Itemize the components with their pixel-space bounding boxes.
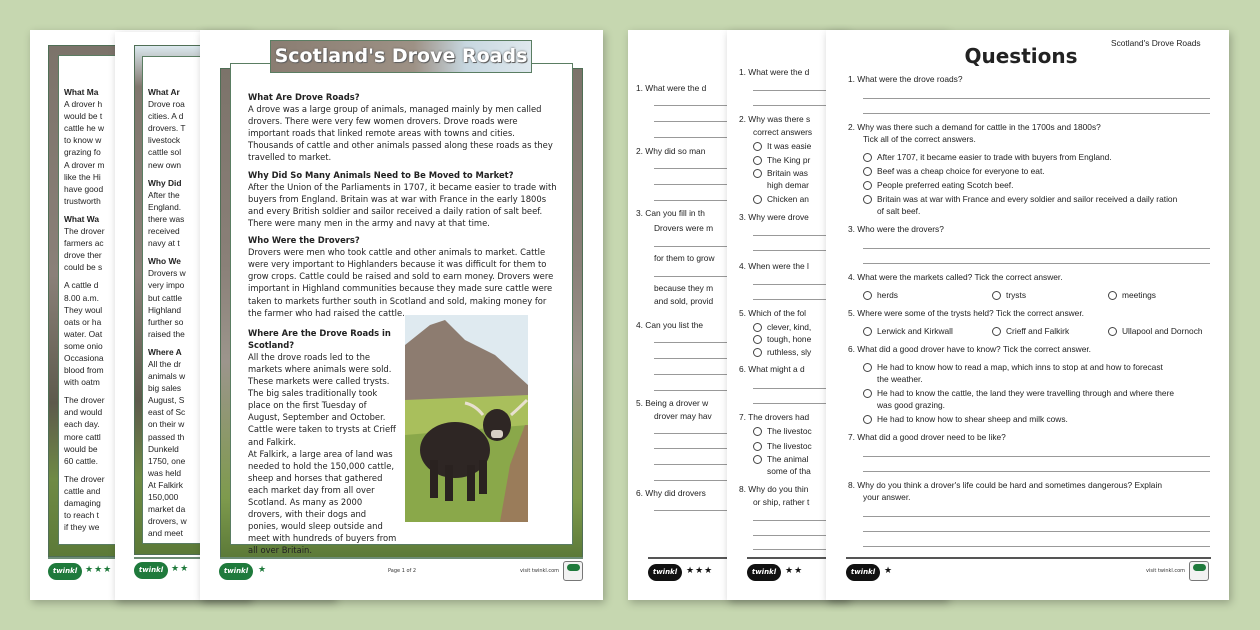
text-line-fragment: 60 cattle.	[64, 455, 98, 466]
answer-line[interactable]	[863, 471, 1210, 472]
answer-option[interactable]: Chicken an	[753, 193, 809, 205]
answer-line[interactable]	[654, 137, 734, 138]
twinkl-logo: twinkl	[219, 563, 253, 580]
text-line-fragment: there was	[148, 213, 185, 224]
answer-option[interactable]: Beef was a cheap choice for everyone to eat.	[863, 165, 1045, 177]
text-fragment	[64, 86, 105, 533]
question: 3. Why were drove	[739, 212, 809, 222]
question: 4. Can you list the	[636, 320, 704, 330]
text-line-fragment: The drover	[64, 395, 105, 406]
answer-option[interactable]: People preferred eating Scotch beef.	[863, 179, 1013, 191]
answer-option[interactable]: meetings	[1108, 289, 1156, 301]
footer-divider	[220, 557, 583, 559]
question: 5. Being a drover w	[636, 398, 709, 408]
text-line-fragment: oats or ha	[64, 316, 102, 327]
answer-line[interactable]	[753, 284, 833, 285]
text-line-fragment: received	[148, 226, 180, 237]
text-line-fragment: would be	[64, 443, 98, 454]
text-line-fragment: trustworth	[64, 195, 101, 206]
answer-line[interactable]	[753, 403, 833, 404]
section-body: At Falkirk, a large area of land was needed to hold the 150,000 cattle, sheep and horses that gathered each market day from all over Scotland. As many as 2000 drovers, with their dogs and ponies, would sleep outside and meet with hundreds of buyers from all over Britain.	[248, 448, 397, 556]
text-line-fragment: to know w	[64, 135, 102, 146]
text-line-fragment: A drover m	[64, 159, 105, 170]
answer-line[interactable]	[863, 546, 1210, 547]
answer-option[interactable]: The livestoc	[753, 440, 812, 452]
text-line-fragment: like the Hi	[64, 171, 101, 182]
text-line-fragment: but cattle	[148, 292, 182, 303]
answer-line[interactable]	[753, 299, 833, 300]
text-line-fragment: farmers ac	[64, 238, 104, 249]
text-line-fragment: drovers, w	[148, 516, 187, 527]
text-line-fragment: have good	[64, 183, 104, 194]
answer-line[interactable]	[753, 388, 833, 389]
page-title: Scotland's Drove Roads	[270, 40, 532, 73]
answer-line[interactable]	[654, 342, 734, 343]
section-heading: What Are Drove Roads?	[248, 92, 360, 102]
answer-option[interactable]: After 1707, it became easier to trade with buyers from England.	[863, 151, 1112, 163]
question: 8. Why do you think a drover's life could be hard and sometimes dangerous? Explain	[848, 480, 1162, 490]
text-line-fragment: with oatm	[64, 377, 100, 388]
section-heading: Why Did So Many Animals Need to Be Moved to Market?	[248, 169, 514, 180]
answer-line[interactable]	[654, 358, 734, 359]
question: 5. Where were some of the trysts held? Tick the correct answer.	[848, 308, 1084, 318]
answer-line[interactable]	[753, 250, 833, 251]
question-text: your answer.	[863, 492, 911, 502]
answer-line[interactable]	[654, 390, 734, 391]
question-text: or ship, rather t	[753, 497, 810, 507]
twinkl-logo: twinkl	[747, 564, 781, 581]
highland-cow-illustration	[405, 315, 528, 522]
text-line-fragment: cattle and	[64, 485, 101, 496]
page-number: Page 1 of 2	[388, 568, 417, 574]
twinkl-logo: twinkl	[648, 564, 682, 581]
answer-option[interactable]: The King pr	[753, 154, 810, 166]
text-fragment	[148, 86, 187, 539]
answer-line[interactable]	[863, 456, 1210, 457]
question: 7. What did a good drover need to be like?	[848, 432, 1006, 442]
answer-option[interactable]: The livestoc	[753, 425, 812, 437]
answer-option[interactable]: tough, hone	[753, 333, 811, 345]
answer-line[interactable]	[654, 510, 734, 511]
text-line-fragment: Drove roa	[148, 99, 185, 110]
text-line-fragment: 8.00 a.m.	[64, 292, 99, 303]
section-heading-fragment: What Ma	[64, 87, 99, 97]
answer-line[interactable]	[753, 549, 833, 550]
section-body: All the drove roads led to the markets where animals were sold. These markets were called trysts. The big sales traditionally took place on the first Tuesday of August, September and October. Cattle were taken to trysts at Crieff and Falkirk.	[248, 351, 396, 447]
answer-option-text: some of tha	[767, 466, 811, 476]
text-line-fragment: After the	[148, 189, 180, 200]
answer-line[interactable]	[654, 374, 734, 375]
text-line-fragment: big sales	[148, 383, 182, 394]
text-line-fragment: Dunkeld	[148, 443, 179, 454]
answer-option[interactable]: trysts	[992, 289, 1026, 301]
text-line-fragment: cattle he w	[64, 123, 105, 134]
text-line-fragment: to reach t	[64, 510, 99, 521]
twinkl-url: visit twinkl.com	[1146, 568, 1186, 574]
section-heading-fragment: Why Did	[148, 177, 182, 188]
text-line-fragment: A cattle d	[64, 280, 99, 291]
question: 7. The drovers had	[739, 412, 810, 422]
question: 1. What were the d	[739, 67, 810, 77]
question: 4. When were the l	[739, 261, 809, 271]
answer-option[interactable]: Crieff and Falkirk	[992, 325, 1069, 337]
text-line-fragment: August, S	[148, 395, 185, 406]
text-line-fragment: cities. A d	[148, 111, 184, 122]
answer-line[interactable]	[863, 263, 1210, 264]
difficulty-stars: ★★★	[85, 565, 113, 575]
twinkl-logo: twinkl	[846, 564, 880, 581]
answer-option[interactable]: He had to know the cattle, the land they were travelling through and where there	[863, 387, 1174, 399]
question: 6. What did a good drover have to know? Tick the correct answer.	[848, 344, 1092, 354]
answer-line[interactable]	[753, 235, 833, 236]
text-line-fragment: further so	[148, 316, 184, 327]
answer-option-text: the weather.	[877, 374, 923, 384]
answer-option[interactable]: He had to know how to read a map, which inns to stop at and how to forecast	[863, 361, 1163, 373]
section-heading-fragment: Who We	[148, 256, 181, 267]
text-line-fragment: if they we	[64, 522, 100, 533]
answer-option[interactable]: He had to know how to shear sheep and milk cows.	[863, 413, 1068, 425]
answer-option-text: was good grazing.	[877, 400, 945, 410]
answer-option-text: high demar	[767, 180, 809, 190]
answer-line[interactable]	[654, 246, 734, 247]
text-line-fragment: drovers. T	[148, 123, 186, 134]
answer-option[interactable]: Ullapool and Dornoch	[1108, 325, 1203, 337]
section-heading-fragment: Where A	[148, 346, 182, 357]
answer-line[interactable]	[654, 480, 734, 481]
text-line-fragment: new own	[148, 159, 182, 170]
twinkl-logo: twinkl	[134, 562, 168, 579]
text-line-fragment: very impo	[148, 280, 185, 291]
text-line-fragment: At Falkirk	[148, 479, 183, 490]
question: 4. What were the markets called? Tick the correct answer.	[848, 272, 1063, 282]
twinkl-logo: twinkl	[48, 563, 82, 580]
text-line-fragment: drove ther	[64, 250, 102, 261]
text-line-fragment: would be t	[64, 111, 103, 122]
question: 2. Why was there such a demand for cattle in the 1700s and 1800s?	[848, 122, 1101, 132]
question-text: Tick all of the correct answers.	[863, 134, 976, 144]
text-line-fragment: England.	[148, 201, 182, 212]
answer-option[interactable]: clever, kind,	[753, 321, 811, 333]
text-line-fragment: livestock	[148, 135, 181, 146]
text-line-fragment: Highland	[148, 304, 182, 315]
answer-line[interactable]	[753, 105, 833, 106]
twinkl-url: visit twinkl.com	[520, 568, 560, 574]
question-text: Drovers were m	[654, 223, 714, 233]
question: 3. Who were the drovers?	[848, 224, 944, 234]
difficulty-stars: ★★★	[686, 566, 714, 576]
answer-line[interactable]	[654, 105, 734, 106]
answer-line[interactable]	[753, 520, 833, 521]
quality-badge-icon	[563, 561, 583, 581]
answer-line[interactable]	[753, 535, 833, 536]
text-line-fragment: The drover	[64, 473, 105, 484]
text-line-fragment: cattle sol	[148, 147, 182, 158]
question: 3. Can you fill in th	[636, 208, 705, 218]
question-text: because they m	[654, 283, 714, 293]
text-line-fragment: A drover h	[64, 99, 103, 110]
answer-line[interactable]	[654, 184, 734, 185]
text-line-fragment: grazing fo	[64, 147, 101, 158]
text-line-fragment: Drovers w	[148, 268, 186, 279]
difficulty-stars: ★★	[785, 566, 804, 576]
question: 1. What were the drove roads?	[848, 74, 963, 84]
text-line-fragment: Occasiona	[64, 352, 104, 363]
text-line-fragment: raised the	[148, 328, 185, 339]
text-line-fragment: 150,000	[148, 492, 179, 502]
text-line-fragment: animals w	[148, 371, 186, 382]
answer-line[interactable]	[654, 168, 734, 169]
answer-line[interactable]	[863, 516, 1210, 517]
answer-line[interactable]	[654, 121, 734, 122]
answer-option[interactable]: ruthless, sly	[753, 346, 811, 358]
text-line-fragment: passed th	[148, 431, 185, 442]
text-line-fragment: each day.	[64, 419, 100, 430]
question-text: for them to grow	[654, 253, 715, 263]
answer-option[interactable]: Britain was	[753, 167, 808, 179]
footer-divider	[846, 557, 1211, 559]
text-line-fragment: on their w	[148, 419, 185, 430]
sheet-header: Scotland's Drove Roads	[1111, 38, 1201, 48]
question-text: correct answers	[753, 127, 813, 137]
text-line-fragment: damaging	[64, 498, 101, 508]
text-line-fragment: All the dr	[148, 358, 182, 369]
text-line-fragment: market da	[148, 504, 186, 515]
section-body: After the Union of the Parliaments in 1707, it became easier to trade with buyers from England. Britain was at war with France in the early 1800s and every British soldier and sailor received a daily ration of salt beef. There were many men in the army and navy at that time.	[248, 181, 557, 228]
question-text: and sold, provid	[654, 296, 714, 306]
answer-line[interactable]	[654, 200, 734, 201]
section-heading: Where Are the Drove Roads in Scotland?	[248, 327, 391, 350]
question: 8. Why do you thin	[739, 484, 809, 494]
section-heading-fragment: What Wa	[64, 213, 100, 224]
answer-option[interactable]: Lerwick and Kirkwall	[863, 325, 953, 337]
question: 6. What might a d	[739, 364, 805, 374]
answer-option[interactable]: The animal	[753, 453, 808, 465]
difficulty-stars: ★	[258, 565, 268, 575]
page-title: Questions	[964, 44, 1078, 68]
section-body: A drove was a large group of animals, managed mainly by men called drovers. There were very few women drovers. Drove roads were important roads that linked remote areas with towns and cities. Thousands of cattle and other animals passed along these roads as they travelled to market.	[248, 104, 553, 163]
answer-line[interactable]	[863, 98, 1210, 99]
text-line-fragment: water. Oat	[64, 328, 103, 339]
question-text: drover may hav	[654, 411, 712, 421]
question: 2. Why was there s	[739, 114, 811, 124]
section-heading-fragment: What Ar	[148, 87, 180, 97]
section-heading: Who Were the Drovers?	[248, 235, 360, 246]
text-line-fragment: navy at t	[148, 238, 180, 249]
text-line-fragment: 1750, one	[148, 455, 186, 466]
answer-option-text: of salt beef.	[877, 206, 921, 216]
answer-line[interactable]	[654, 276, 734, 277]
difficulty-stars: ★	[884, 566, 894, 576]
answer-line[interactable]	[863, 113, 1210, 114]
text-line-fragment: some onio	[64, 340, 103, 351]
text-line-fragment: could be s	[64, 262, 103, 273]
text-line-fragment: was held	[148, 467, 182, 478]
answer-line[interactable]	[654, 433, 734, 434]
text-line-fragment: The drover	[64, 226, 105, 237]
text-line-fragment: and would	[64, 407, 103, 418]
quality-badge-icon	[1189, 561, 1209, 581]
text-line-fragment: more cattl	[64, 431, 101, 442]
question: 1. What were the d	[636, 83, 707, 93]
text-line-fragment: and meet	[148, 528, 183, 539]
text-line-fragment: blood from	[64, 365, 104, 376]
question-sheet-1star	[826, 30, 1229, 600]
question: 5. Which of the fol	[739, 308, 807, 318]
answer-line[interactable]	[654, 464, 734, 465]
text-line-fragment: east of Sc	[148, 407, 186, 418]
answer-option[interactable]: herds	[863, 289, 898, 301]
question: 6. Why did drovers	[636, 488, 706, 498]
answer-option[interactable]: It was easie	[753, 140, 811, 152]
text-line-fragment: They woul	[64, 304, 103, 315]
answer-line[interactable]	[863, 531, 1210, 532]
answer-line[interactable]	[863, 248, 1210, 249]
answer-line[interactable]	[654, 448, 734, 449]
section-body: Drovers were men who took cattle and other animals to market. Cattle were very important to Highlanders because it was difficult for them to grow crops. Cattle could be raised and sold to earn money. Drovers were important in Highland communities because they made sure cattle were taken to markets further south in Scotland and sold, making money for the farmer who had raised the cattle.	[248, 247, 554, 318]
question: 2. Why did so man	[636, 146, 706, 156]
answer-option[interactable]: Britain was at war with France and every soldier and sailor received a daily ration	[863, 193, 1177, 205]
difficulty-stars: ★★	[171, 564, 190, 574]
answer-line[interactable]	[753, 90, 833, 91]
